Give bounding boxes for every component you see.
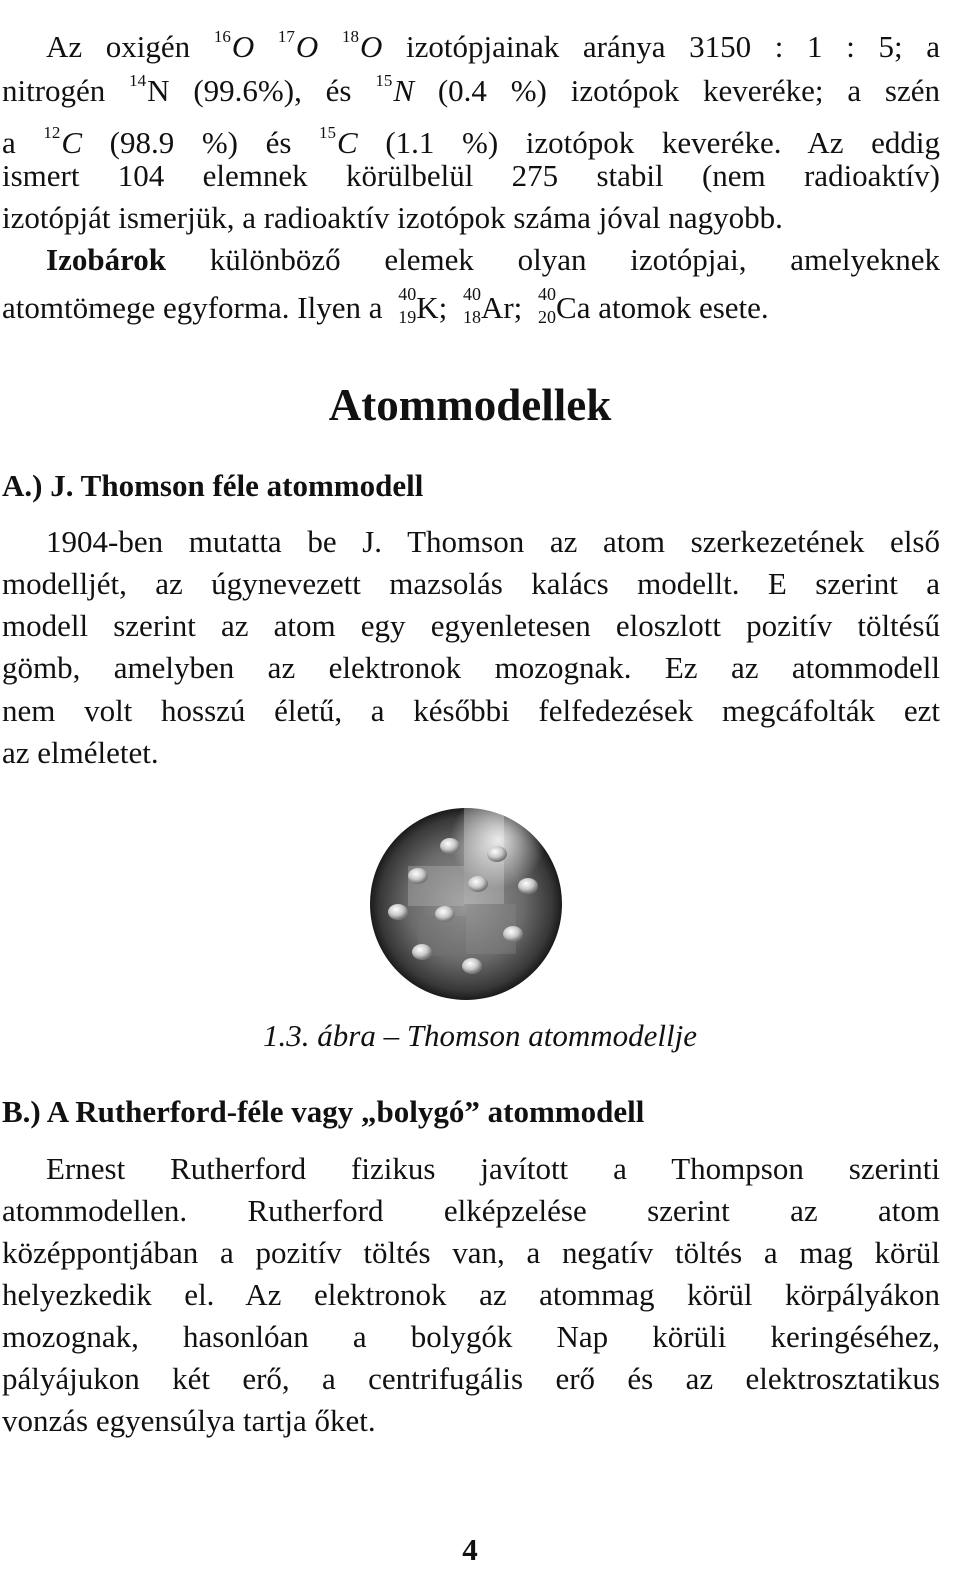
electron-bead xyxy=(412,944,432,960)
section-b-line: mozognak, hasonlóan a bolygók Nap körüli keringéséhez, xyxy=(2,1319,940,1354)
nuclide-ar: 40 18 xyxy=(462,284,481,327)
section-b-line: helyezkedik el. Az elektronok az atommag körül körpályákon xyxy=(2,1277,940,1312)
nuclide-ca: 40 20 xyxy=(538,284,557,327)
intro-line-3: a $^{12}$C (98.9 %) és $^{15}$C (1.1 %) izotópok keveréke. Az eddig xyxy=(2,123,941,160)
isobar-term: Izobárok xyxy=(46,242,167,277)
electron-bead xyxy=(388,904,408,920)
electron-bead xyxy=(440,838,460,854)
page-number: 4 xyxy=(462,1532,478,1567)
electron-bead xyxy=(503,926,523,942)
electron-bead xyxy=(462,958,482,974)
section-b-line: pályájukon két erő, a centrifugális erő és az elektrosztatikus xyxy=(2,1361,940,1396)
electron-bead xyxy=(487,846,507,862)
isobar-line-2: atomtömege egyforma. Ilyen a 40 19 K; 40 18 Ar; 40 20 Ca atomok esete. xyxy=(2,284,769,327)
intro-line-4: ismert 104 elemnek körülbelül 275 stabil (nem radioaktív) xyxy=(2,158,940,193)
thomson-atom-figure xyxy=(368,806,564,1002)
electron-bead xyxy=(408,868,428,884)
section-b-heading: B.) A Rutherford-féle vagy „bolygó” atommodell xyxy=(2,1094,645,1129)
intro-line-1: Az oxigén $^{16}$O $^{17}$O $^{18}$O izotópjainak aránya 3150 : 1 : 5; a xyxy=(46,27,940,64)
electron-bead xyxy=(435,906,455,922)
section-b-line: Ernest Rutherford fizikus javított a Thompson szerinti xyxy=(46,1151,940,1186)
intro-line-5: izotópját ismerjük, a radioaktív izotópok száma jóval nagyobb. xyxy=(2,200,783,235)
intro-line-2: nitrogén $^{14}$N (99.6%), és $^{15}$N (0.4 %) izotópok keveréke; a szén xyxy=(2,71,940,108)
isobar-line-1: Izobárok különböző elemek olyan izotópjai, amelyeknek xyxy=(46,242,940,277)
section-b-line: középpontjában a pozitív töltés van, a negatív töltés a mag körül xyxy=(2,1235,940,1270)
section-a-heading: A.) J. Thomson féle atommodell xyxy=(2,468,424,503)
section-b-line: atommodellen. Rutherford elképzelése szerint az atom xyxy=(2,1193,940,1228)
figure-caption: 1.3. ábra – Thomson atommodellje xyxy=(263,1018,697,1053)
section-b-line: vonzás egyensúlya tartja őket. xyxy=(2,1403,376,1438)
section-a-line: 1904-ben mutatta be J. Thomson az atom szerkezetének első xyxy=(46,524,940,559)
section-a-line: nem volt hosszú életű, a későbbi felfedezések megcáfolták ezt xyxy=(2,693,940,728)
electron-bead xyxy=(468,876,488,892)
section-a-line: az elméletet. xyxy=(2,735,159,770)
nuclide-k: 40 19 xyxy=(398,284,417,327)
section-title: Atommodellek xyxy=(328,380,612,430)
electron-bead xyxy=(518,878,538,894)
section-a-line: modelljét, az úgynevezett mazsolás kalács modellt. E szerint a xyxy=(2,566,940,601)
section-a-line: modell szerint az atom egy egyenletesen eloszlott pozitív töltésű xyxy=(2,608,940,643)
section-a-line: gömb, amelyben az elektronok mozognak. Ez az atommodell xyxy=(2,650,940,685)
